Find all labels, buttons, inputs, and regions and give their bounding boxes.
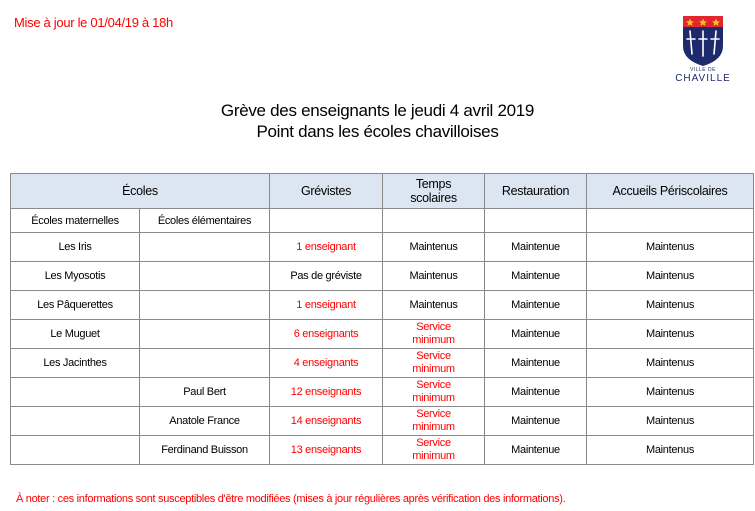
temps-line-1: Service <box>416 379 451 391</box>
cell-accueils: Maintenus <box>587 291 754 320</box>
cell-temps-scolaires <box>383 320 485 349</box>
cell-elementaire: Anatole France <box>140 407 270 436</box>
temps-line-1: Maintenus <box>409 240 458 253</box>
cell-temps-scolaires <box>383 378 485 407</box>
cell-elementaire <box>140 320 270 349</box>
table-subheader-row <box>11 209 754 233</box>
table-header-row <box>11 174 754 209</box>
cell-grevistes: 12 enseignants <box>270 378 383 407</box>
cell-accueils: Maintenus <box>587 320 754 349</box>
cell-maternelle: Les Jacinthes <box>11 349 140 378</box>
cell-restauration: Maintenue <box>485 262 587 291</box>
subheader-maternelles: Écoles maternelles <box>11 209 140 233</box>
cell-grevistes: 13 enseignants <box>270 436 383 465</box>
cell-elementaire <box>140 233 270 262</box>
cell-restauration: Maintenue <box>485 291 587 320</box>
cell-grevistes: 14 enseignants <box>270 407 383 436</box>
table-row <box>11 349 754 378</box>
update-date: Mise à jour le 01/04/19 à 18h <box>14 15 173 30</box>
cell-restauration: Maintenue <box>485 349 587 378</box>
cell-accueils: Maintenus <box>587 262 754 291</box>
table-row <box>11 291 754 320</box>
table-row <box>11 233 754 262</box>
page-title <box>0 100 755 142</box>
footnote: À noter : ces informations sont susceptibles d'être modifiées (mises à jour régulières après vérification des informations). <box>16 493 566 505</box>
cell-maternelle <box>11 378 140 407</box>
cell-maternelle: Le Muguet <box>11 320 140 349</box>
cell-temps-scolaires <box>383 349 485 378</box>
cell-maternelle <box>11 436 140 465</box>
cell-accueils: Maintenus <box>587 233 754 262</box>
chaville-logo <box>668 12 738 84</box>
logo-caption: CHAVILLE <box>675 73 731 84</box>
cell-elementaire <box>140 291 270 320</box>
subheader-elementaires: Écoles élémentaires <box>140 209 270 233</box>
cell-restauration: Maintenue <box>485 436 587 465</box>
cell-accueils: Maintenus <box>587 349 754 378</box>
cell-temps-scolaires <box>383 407 485 436</box>
temps-line-2: minimum <box>412 421 455 433</box>
cell-elementaire <box>140 262 270 291</box>
table-row <box>11 407 754 436</box>
cell-grevistes: 1 enseignant <box>270 233 383 262</box>
cell-restauration: Maintenue <box>485 233 587 262</box>
title-line-1: Grève des enseignants le jeudi 4 avril 2019 <box>220 101 535 120</box>
cell-maternelle <box>11 407 140 436</box>
cell-restauration: Maintenue <box>485 320 587 349</box>
temps-line-1: Maintenus <box>409 298 458 311</box>
temps-line-1: Service <box>416 437 451 449</box>
header-ecoles: Écoles <box>11 174 270 209</box>
table-row <box>11 436 754 465</box>
cell-restauration: Maintenue <box>485 407 587 436</box>
cell-elementaire <box>140 349 270 378</box>
temps-line-1: Maintenus <box>409 269 458 282</box>
cell-elementaire: Ferdinand Buisson <box>140 436 270 465</box>
strike-table <box>10 173 754 465</box>
header-temps-scolaires <box>383 174 485 209</box>
cell-temps-scolaires <box>383 291 485 320</box>
temps-line-1: Service <box>416 321 451 333</box>
header-temps-line-1: Temps <box>415 177 452 191</box>
cell-grevistes: 6 enseignants <box>270 320 383 349</box>
cell-maternelle: Les Pâquerettes <box>11 291 140 320</box>
temps-line-1: Service <box>416 350 451 362</box>
header-accueils: Accueils Périscolaires <box>587 174 754 209</box>
coat-of-arms-icon <box>668 12 738 67</box>
cell-grevistes: Pas de gréviste <box>270 262 383 291</box>
cell-maternelle: Les Iris <box>11 233 140 262</box>
table-row <box>11 262 754 291</box>
cell-temps-scolaires <box>383 233 485 262</box>
temps-line-2: minimum <box>412 392 455 404</box>
cell-accueils: Maintenus <box>587 407 754 436</box>
table-row <box>11 320 754 349</box>
title-line-2: Point dans les écoles chavilloises <box>256 122 499 141</box>
cell-accueils: Maintenus <box>587 436 754 465</box>
cell-maternelle: Les Myosotis <box>11 262 140 291</box>
cell-temps-scolaires <box>383 436 485 465</box>
header-temps-line-2: scolaires <box>410 191 457 205</box>
table-row <box>11 378 754 407</box>
cell-grevistes: 4 enseignants <box>270 349 383 378</box>
logo-caption-small: VILLE DE <box>690 67 716 73</box>
header-grevistes: Grévistes <box>270 174 383 209</box>
cell-temps-scolaires <box>383 262 485 291</box>
cell-elementaire: Paul Bert <box>140 378 270 407</box>
temps-line-2: minimum <box>412 363 455 375</box>
temps-line-2: minimum <box>412 334 455 346</box>
temps-line-2: minimum <box>412 450 455 462</box>
cell-accueils: Maintenus <box>587 378 754 407</box>
header-restauration: Restauration <box>485 174 587 209</box>
cell-grevistes: 1 enseignant <box>270 291 383 320</box>
cell-restauration: Maintenue <box>485 378 587 407</box>
temps-line-1: Service <box>416 408 451 420</box>
